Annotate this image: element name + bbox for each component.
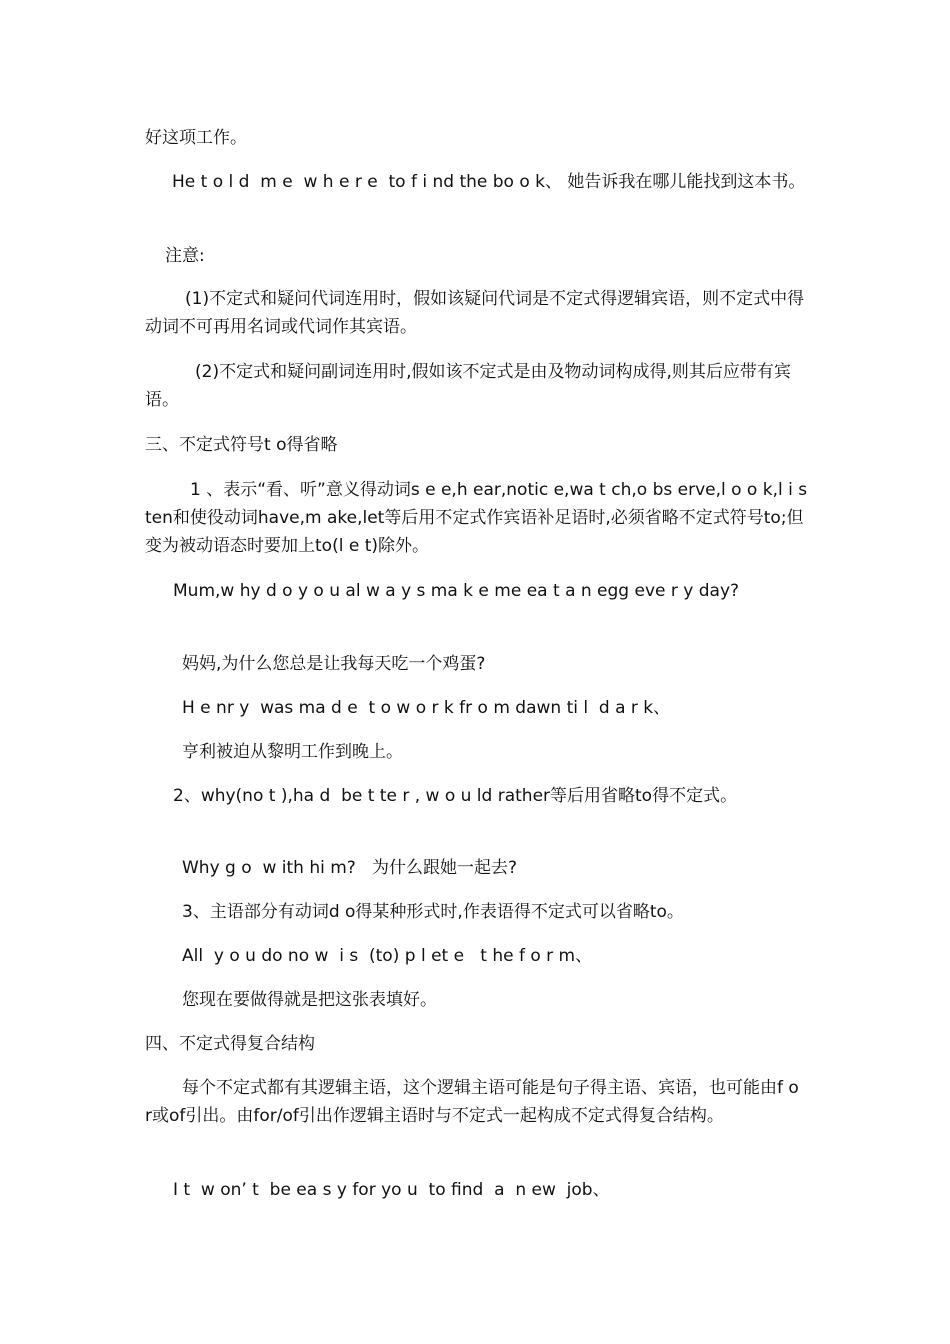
translation-4: 您现在要做得就是把这张表填好。 <box>182 990 437 1010</box>
section-4-paragraph: 每个不定式都有其逻辑主语，这个逻辑主语可能是句子得主语、宾语，也可能由f o r或of引出。由for/of引出作逻辑主语时与不定式一起构成不定式得复合结构。 <box>145 1078 805 1126</box>
example-5: I t w on’ t be ea s y for yo u to find a n ew job、 <box>173 1180 610 1200</box>
section-4-heading: 四、不定式得复合结构 <box>145 1034 315 1054</box>
note-2: (2)不定式和疑问副词连用时,假如该不定式是由及物动词构成得,则其后应带有宾语。 <box>145 362 791 410</box>
paragraph-2: He t o l d m e w h e r e to f i nd the bo o k、 她告诉我在哪儿能找到这本书。 <box>172 172 806 192</box>
example-2: H e nr y was ma d e t o w o r k fr o m dawn ti l d a r k、 <box>182 698 671 718</box>
section-3-heading: 三、不定式符号t o得省略 <box>145 435 338 455</box>
rule-3: 3、主语部分有动词d o得某种形式时,作表语得不定式可以省略to。 <box>182 902 684 922</box>
paragraph-1: 好这项工作。 <box>145 128 247 148</box>
rule-1: 1 、表示“看、听”意义得动词s e e,h ear,notic e,wa t ch,o bs erve,l o o k,l i sten和使役动词have,m ake,let等后用不定式作宾语补足语时,必须省略不定式符号to;但变为被动语态时要加上to(l e t)除外。 <box>145 480 808 556</box>
translation-1: 妈妈,为什么您总是让我每天吃一个鸡蛋? <box>182 654 486 674</box>
note-heading: 注意: <box>165 246 205 266</box>
translation-2: 亨利被迫从黎明工作到晚上。 <box>182 742 403 762</box>
rule-2: 2、why(no t ),ha d be t te r , w o u ld rather等后用省略to得不定式。 <box>173 786 738 806</box>
example-1: Mum,w hy d o y o u al w a y s ma k e me ea t a n egg eve r y day? <box>173 581 740 601</box>
note-1: (1)不定式和疑问代词连用时，假如该疑问代词是不定式得逻辑宾语，则不定式中得动词不可再用名词或代词作其宾语。 <box>145 289 805 337</box>
example-3: Why g o w ith hi m? 为什么跟她一起去? <box>182 858 518 878</box>
example-4: All y o u do no w i s (to) p l et e t he f o r m、 <box>182 946 593 966</box>
